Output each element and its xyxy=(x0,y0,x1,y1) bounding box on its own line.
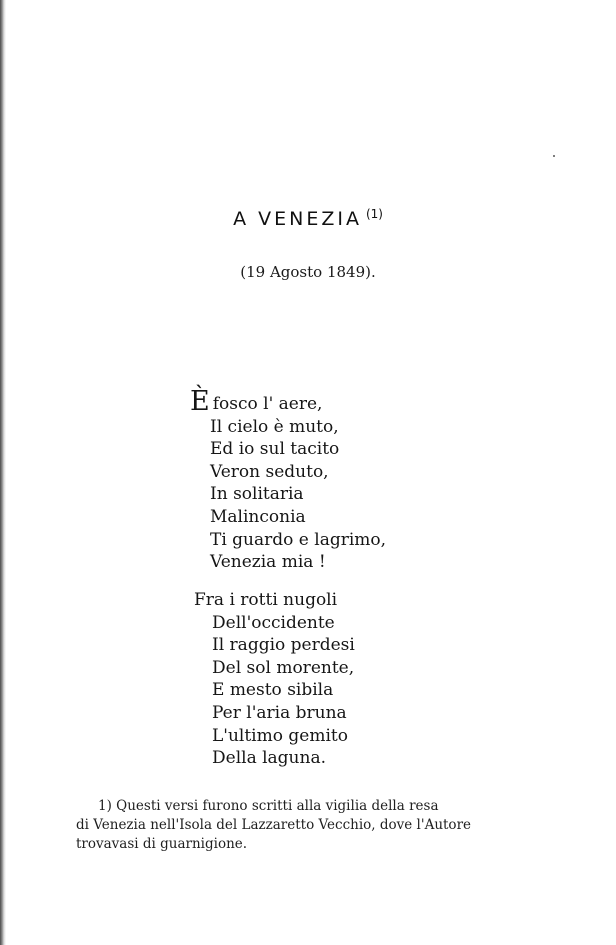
stanza-1-line-8: Venezia mia ! xyxy=(210,552,326,573)
poem-title-text: A VENEZIA xyxy=(233,208,362,230)
stanza-2-line-1: Fra i rotti nugoli xyxy=(194,590,338,610)
stanza-1-line-2: Il cielo è muto, xyxy=(210,416,339,437)
stanza-2-line-2: Dell'occidente xyxy=(212,612,335,633)
stanza-1-line-5: In solitaria xyxy=(210,484,304,505)
stanza-1-line-1 xyxy=(190,386,386,417)
stanza-1-line-6: Malinconia xyxy=(210,506,306,527)
stanza-2 xyxy=(194,589,355,770)
drop-cap: È xyxy=(190,386,210,417)
stanza-2-line-6: Per l'aria bruna xyxy=(212,702,347,723)
footnote-line-1: 1) Questi versi furono scritti alla vigilia della resa xyxy=(98,798,439,814)
stanza-1-line-3: Ed io sul tacito xyxy=(210,439,340,460)
poem-date: (19 Agosto 1849). xyxy=(240,263,376,281)
stanza-2-line-3: Il raggio perdesi xyxy=(212,635,355,656)
stanza-1-line-7: Ti guardo e lagrimo, xyxy=(210,529,387,550)
poem-title xyxy=(0,207,616,230)
stanza-2-line-8: Della laguna. xyxy=(212,748,326,769)
page-binding-edge xyxy=(0,0,6,945)
stanza-2-line-5: E mesto sibila xyxy=(212,680,334,701)
stanza-1-line-4: Veron seduto, xyxy=(210,461,329,482)
footnote-line-2: di Venezia nell'Isola del Lazzaretto Vecchio, dove l'Autore xyxy=(76,817,472,833)
footnote xyxy=(76,797,528,854)
stanza-1 xyxy=(190,386,387,574)
stanza-2-line-4: Del sol morente, xyxy=(212,657,355,678)
stanza-2-line-7: L'ultimo gemito xyxy=(212,725,348,746)
footnote-line-3: trovavasi di guarnigione. xyxy=(76,836,248,852)
title-footnote-marker: (1) xyxy=(365,207,383,221)
stanza-1-line-1-text: fosco l' aere, xyxy=(212,394,323,414)
print-speck xyxy=(553,155,555,157)
